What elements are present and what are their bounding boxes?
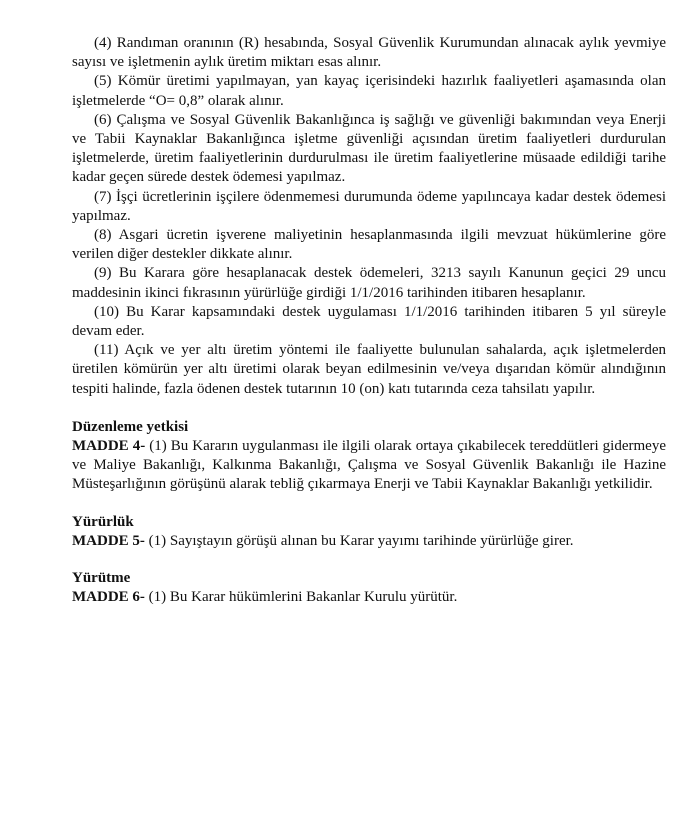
section-entry-into-force [72,513,666,551]
paragraph-7: (7) İşçi ücretlerinin işçilere ödenmemesi durumunda ödeme yapılıncaya kadar destek ödemesi yapılmaz. [72,188,666,224]
article-label: MADDE 4- [72,438,146,455]
paragraph-9: (9) Bu Karara göre hesaplanacak destek ödemeleri, 3213 sayılı Kanunun geçici 29 uncu maddesinin ikinci fıkrasının yürürlüğe girdiği 1/1/2016 tarihinden itibaren hesaplanır. [72,265,666,301]
paragraph-4: (4) Randıman oranının (R) hesabında, Sosyal Güvenlik Kurumundan alınacak aylık yevmiye sayısı ve işletmenin aylık üretim miktarı esas alınır. [72,35,666,71]
section-heading: Düzenleme yetkisi [72,418,189,435]
section-regulation-authority [72,418,666,495]
paragraph-6: (6) Çalışma ve Sosyal Güvenlik Bakanlığınca iş sağlığı ve güvenliği bakımından veya Enerji ve Tabii Kaynaklar Bakanlığınca işletme güvenliği açısından üretim faaliyetleri durdurulan işletmelerde, üretim faaliyetlerinin durdurulması ile üretim faaliyetlerine müsaade edildiği tarihe kadar geçen sürede destek ödemesi yapılmaz. [72,111,666,186]
article-label: MADDE 6- [72,589,145,606]
section-heading: Yürürlük [72,513,134,530]
section-heading: Yürütme [72,570,131,587]
article-text: (1) Bu Kararın uygulanması ile ilgili olarak ortaya çıkabilecek tereddütleri gidermeye ve Maliye Bakanlığı, Kalkınma Bakanlığı, Çalışma ve Sosyal Güvenlik Bakanlığı ile Hazine Müsteşarlığının görüşünü alarak tebliğ çıkarmaya Enerji ve Tabii Kaynaklar Bakanlığı yetkilidir. [72,438,666,493]
article-6 [72,588,666,607]
article-text: (1) Bu Karar hükümlerini Bakanlar Kurulu yürütür. [144,589,458,606]
document-page [72,34,666,607]
article-label: MADDE 5- [72,532,145,549]
article-text: (1) Sayıştayın görüşü alınan bu Karar yayımı tarihinde yürürlüğe girer. [144,532,574,549]
section-execution [72,569,666,607]
paragraph-11: (11) Açık ve yer altı üretim yöntemi ile faaliyette bulunulan sahalarda, açık işletmelerden üretilen kömürün yer altı üretimi olarak beyan edilmesinin ve/veya dışarıdan kömür alındığının tespiti halinde, fazla ödenen destek tutarının 10 (on) katı tutarında ceza tahsilatı yapılır. [72,342,666,397]
paragraph-8: (8) Asgari ücretin işverene maliyetinin hesaplanmasında ilgili mevzuat hükümlerine göre verilen diğer destekler dikkate alınır. [72,227,666,263]
article-4 [72,437,666,495]
paragraph-10: (10) Bu Karar kapsamındaki destek uygulaması 1/1/2016 tarihinden itibaren 5 yıl süreyle devam eder. [72,303,666,340]
article-5 [72,532,666,551]
paragraph-5: (5) Kömür üretimi yapılmayan, yan kayaç içerisindeki hazırlık faaliyetleri aşamasında olan işletmelerde “O= 0,8” olarak alınır. [72,73,666,109]
